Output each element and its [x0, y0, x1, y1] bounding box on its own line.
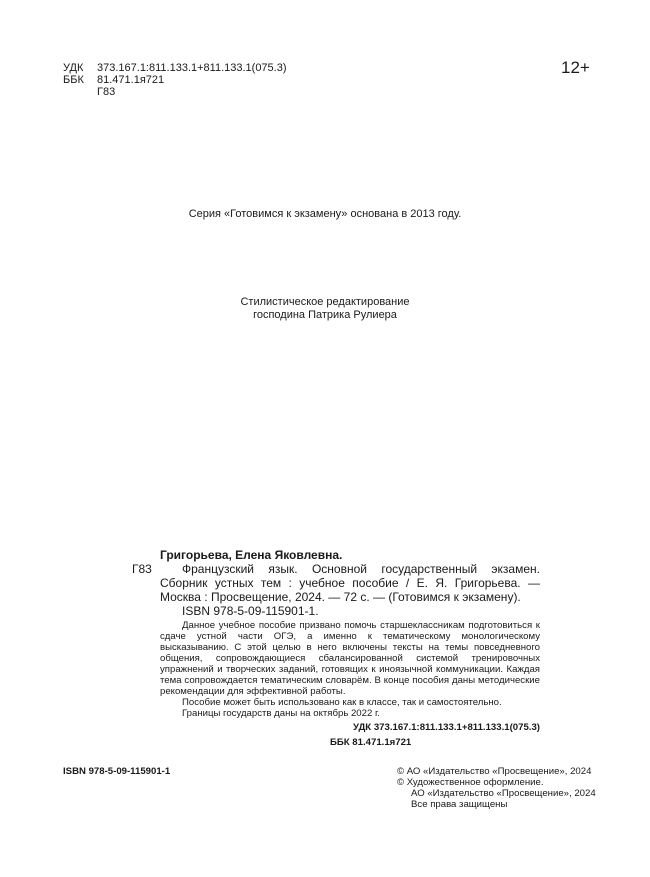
bbk-value: 81.471.1я721	[97, 74, 165, 86]
udk-label: УДК	[63, 62, 84, 74]
card-abstract: Данное учебное пособие призвано помочь старшеклассникам подготовиться к сдаче устной части ОГЭ, а именно к тематическому монологическому высказыванию. С этой целью в него включены тексты на темы повседневного общения, сопровождающиеся сбалансированной системой тренировочных упражнений и творческих заданий, готовящих к иноязычной коммуникации. Каждая тема сопровождается тематическим словарём. В конце пособия даны методические рекомендации для эффективной работы.	[160, 620, 540, 697]
card-bbk: ББК 81.471.1я721	[330, 737, 412, 748]
card-author: Григорьева, Елена Яковлевна.	[160, 548, 343, 562]
author-mark: Г83	[97, 86, 116, 98]
lower-section	[0, 548, 650, 816]
rights-reserved: Все права защищены	[411, 799, 508, 810]
editing-line-2: господина Патрика Рулиера	[253, 309, 397, 321]
udk-line	[63, 62, 287, 74]
footer-isbn: ISBN 978-5-09-115901-1	[63, 766, 171, 777]
catalog-card	[132, 548, 540, 748]
card-isbn: ISBN 978-5-09-115901-1.	[182, 604, 319, 618]
card-borders: Границы государств даны на октябрь 2022 г.	[182, 708, 380, 719]
card-udk: УДК 373.167.1:811.133.1+811.133.1(075.3)	[352, 722, 540, 733]
copyright-3: АО «Издательство «Просвещение», 2024	[411, 788, 596, 799]
series-note: Серия «Готовимся к экзамену» основана в 2013 году.	[188, 208, 462, 220]
card-usage: Пособие может быть использовано как в классе, так и самостоятельно.	[182, 697, 502, 708]
card-description: Французский язык. Основной государственный экзамен. Сборник устных тем : учебное пособие / Е. Я. Григорьева. — Москва : Просвещение, 2024. — 72 с. — (Готовимся к экзамену).	[160, 562, 540, 604]
bbk-label: ББК	[63, 74, 84, 86]
card-mark: Г83	[132, 562, 152, 576]
bbk-line	[63, 74, 164, 86]
copyright-2: © Художественное оформление.	[397, 777, 544, 788]
copyright-1: © АО «Издательство «Просвещение», 2024	[397, 766, 592, 777]
udk-value: 373.167.1:811.133.1+811.133.1(075.3)	[97, 62, 287, 74]
age-rating: 12+	[561, 58, 590, 77]
footer	[0, 766, 650, 816]
editing-line-1: Стилистическое редактирование	[240, 296, 410, 308]
